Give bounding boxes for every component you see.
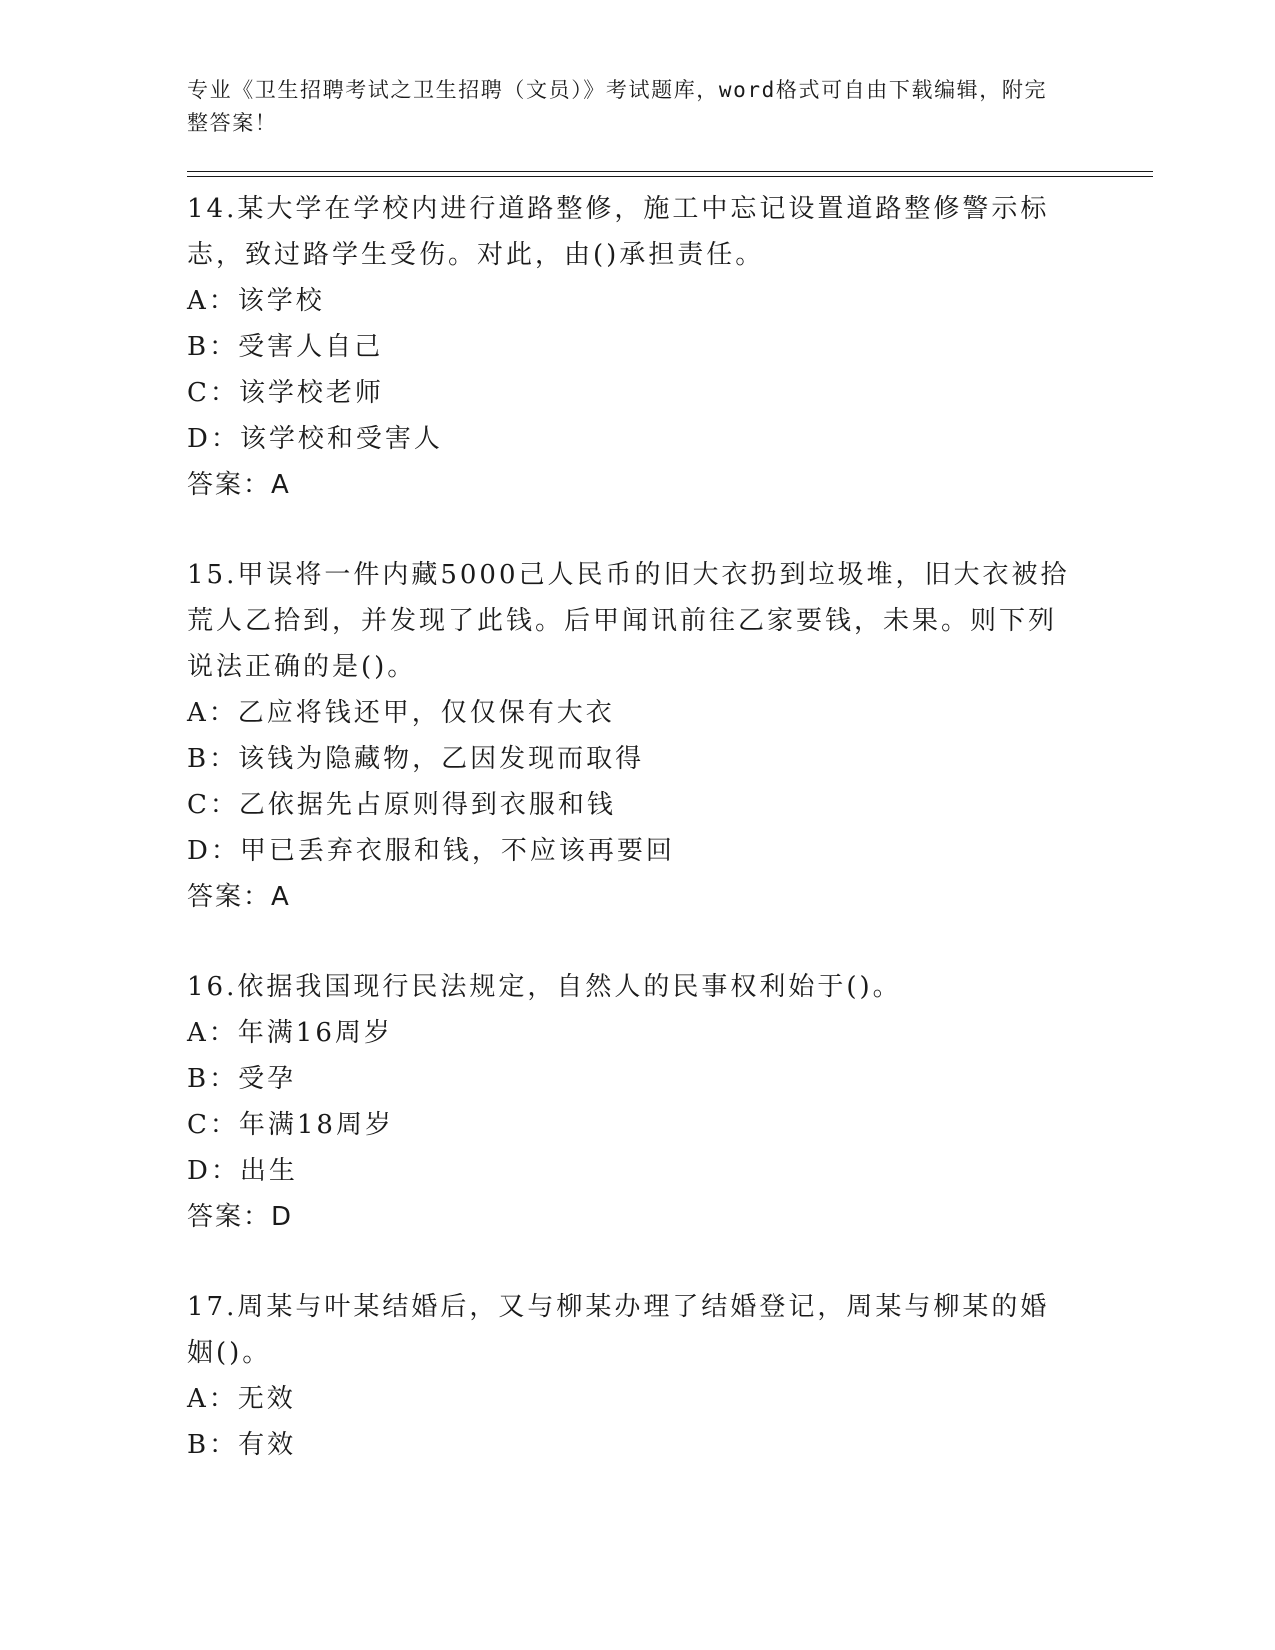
question-15 xyxy=(187,552,1107,920)
option-c: C：该学校老师 xyxy=(187,378,384,408)
header-divider-bottom xyxy=(187,176,1153,177)
option-c: C：乙依据先占原则得到衣服和钱 xyxy=(187,790,616,820)
answer-line: 答案：D xyxy=(187,1202,294,1232)
answer-line: 答案：A xyxy=(187,882,291,912)
option-a: A：乙应将钱还甲，仅仅保有大衣 xyxy=(187,698,615,728)
header-title: 专业《卫生招聘考试之卫生招聘（文员）》考试题库，word格式可自由下载编辑，附完整答案！ xyxy=(187,78,1048,135)
option-d: D：甲已丢弃衣服和钱，不应该再要回 xyxy=(187,836,675,866)
option-b: B：受孕 xyxy=(187,1064,297,1094)
option-b: B：受害人自己 xyxy=(187,332,384,362)
question-stem: 17.周某与叶某结婚后，又与柳某办理了结婚登记，周某与柳某的婚姻()。 xyxy=(187,1292,1050,1368)
option-a: A：该学校 xyxy=(187,286,325,316)
question-list xyxy=(187,186,1107,1512)
question-17 xyxy=(187,1284,1107,1468)
question-stem: 15.甲误将一件内藏5000己人民币的旧大衣扔到垃圾堆，旧大衣被拾荒人乙拾到，并发现了此钱。后甲闻讯前往乙家要钱，未果。则下列说法正确的是()。 xyxy=(187,560,1070,682)
option-a: A：年满16周岁 xyxy=(187,1018,393,1048)
question-stem: 16.依据我国现行民法规定，自然人的民事权利始于()。 xyxy=(187,972,902,1002)
option-b: B：该钱为隐藏物，乙因发现而取得 xyxy=(187,744,645,774)
option-d: D：出生 xyxy=(187,1156,298,1186)
header-divider-top xyxy=(187,171,1153,172)
answer-line: 答案：A xyxy=(187,470,291,500)
question-stem: 14.某大学在学校内进行道路整修，施工中忘记设置道路整修警示标志，致过路学生受伤。对此，由()承担责任。 xyxy=(187,194,1050,270)
question-14 xyxy=(187,186,1107,508)
question-16 xyxy=(187,964,1107,1240)
option-b: B：有效 xyxy=(187,1430,297,1460)
document-header xyxy=(187,74,1067,140)
option-c: C：年满18周岁 xyxy=(187,1110,394,1140)
option-a: A：无效 xyxy=(187,1384,296,1414)
option-d: D：该学校和受害人 xyxy=(187,424,443,454)
